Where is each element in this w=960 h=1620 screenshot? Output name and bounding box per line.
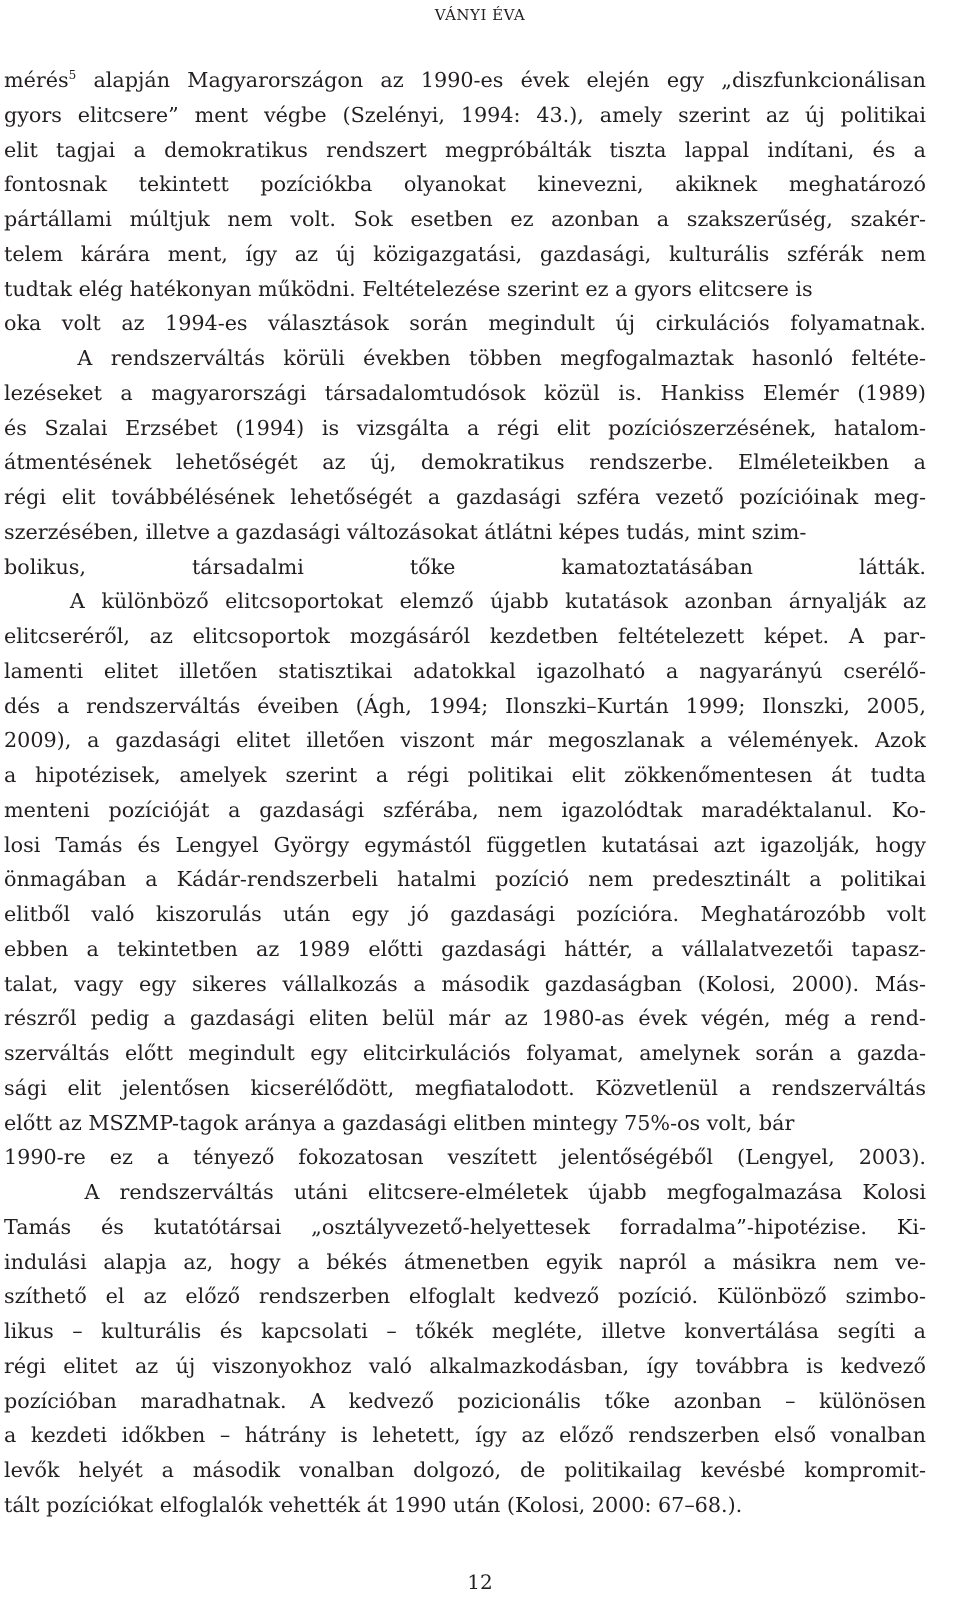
text-line: pártállami múltjuk nem volt. Sok esetben ez azonban a szakszerűség, szakér- — [4, 207, 926, 231]
text-line: és Szalai Erzsébet (1994) is vizsgálta a régi elit pozíciószerzésének, hatalom- — [4, 415, 926, 440]
text-line: a hipotézisek, amelyek szerint a régi politikai elit zökkenőmentesen át tudta — [4, 763, 926, 787]
text-line: telem kárára ment, így az új közigazgatási, gazdasági, kulturális szférák nem — [4, 241, 926, 266]
footnote-reference[interactable]: 5 — [68, 68, 77, 83]
text-line: részről pedig a gazdasági eliten belül már az 1980-as évek végén, még a rend- — [4, 1006, 926, 1031]
body-text — [4, 63, 926, 1523]
text-line: 1990-re ez a tényező fokozatosan veszített jelentőségéből (Lengyel, 2003). — [4, 1145, 926, 1170]
text-line: bolikus, társadalmi tőke kamatoztatásában látták. — [4, 554, 926, 579]
text-line: fontosnak tekintett pozíciókba olyanokat kinevezni, akiknek meghatározó — [4, 172, 926, 197]
text-line: előtt az MSZMP-tagok aránya a gazdasági elitben mintegy 75%-os volt, bár — [4, 1110, 795, 1135]
text-line: levők helyét a második vonalban dolgozó, de politikailag kevésbé kompromit- — [4, 1458, 926, 1482]
text-line: szerzésében, illetve a gazdasági változásokat átlátni képes tudás, mint szim- — [4, 519, 807, 544]
text-line: sági elit jelentősen kicserélődött, megfiatalodott. Közvetlenül a rendszerváltás — [4, 1075, 926, 1100]
text-line: likus – kulturális és kapcsolati – tőkék megléte, illetve konvertálása segíti a — [4, 1319, 926, 1343]
text-line: szerváltás előtt megindult egy elitcirkulációs folyamat, amelynek során a gazda- — [4, 1041, 926, 1065]
text-line: losi Tamás és Lengyel György egymástól független kutatásai azt igazolják, hogy — [4, 832, 926, 857]
running-header: VÁNYI ÉVA — [434, 6, 526, 24]
text-fragment: alapján Magyarországon az 1990-es évek elején egy „diszfunkcionálisan — [76, 68, 926, 92]
page-number: 12 — [467, 1570, 493, 1594]
text-line: Tamás és kutatótársai „osztályvezető-helyettesek forradalma”-hipotézise. Ki- — [4, 1214, 926, 1239]
text-line: elitcseréről, az elitcsoportok mozgásáról kezdetben feltételezett képet. A par- — [4, 624, 926, 648]
text-line: A rendszerváltás körüli években többen megfogalmaztak hasonló feltéte- — [4, 346, 926, 370]
paragraph-lines — [4, 98, 926, 1523]
text-line: menteni pozícióját a gazdasági szférába, nem igazolódtak maradéktalanul. Ko- — [4, 797, 926, 822]
text-line: tudtak elég hatékonyan működni. Feltételezése szerint ez a gyors elitcsere is — [4, 276, 813, 301]
text-line: szíthető el az előző rendszerben elfoglalt kedvező pozíció. Különböző szimbo- — [4, 1284, 926, 1309]
text-line: lamenti elitet illetően statisztikai adatokkal igazolható a nagyarányú cserélő- — [4, 658, 926, 683]
text-line: a kezdeti időkben – hátrány is lehetett, így az előző rendszerben első vonalban — [4, 1423, 926, 1448]
text-line: indulási alapja az, hogy a békés átmenetben egyik napról a másikra nem ve- — [4, 1249, 926, 1274]
text-line: oka volt az 1994-es választások során megindult új cirkulációs folyamatnak. — [4, 311, 926, 336]
text-line: A különböző elitcsoportokat elemző újabb kutatások azonban árnyalják az — [4, 589, 926, 614]
text-line: talat, vagy egy sikeres vállalkozás a második gazdaságban (Kolosi, 2000). Más- — [4, 971, 926, 996]
text-line: tált pozíciókat elfoglalók vehették át 1990 után (Kolosi, 2000: 67–68.). — [4, 1492, 743, 1517]
text-line — [4, 63, 926, 98]
text-line: ebben a tekintetben az 1989 előtti gazdasági háttér, a vállalatvezetői tapasz- — [4, 936, 926, 961]
text-line: elitből való kiszorulás után egy jó gazdasági pozícióra. Meghatározóbb volt — [4, 902, 926, 926]
text-line: A rendszerváltás utáni elitcsere-elméletek újabb megfogalmazása Kolosi — [4, 1180, 926, 1204]
text-line: régi elitet az új viszonyokhoz való alkalmazkodásban, így továbbra is kedvező — [4, 1353, 926, 1378]
text-line: dés a rendszerváltás éveiben (Ágh, 1994; Ilonszki–Kurtán 1999; Ilonszki, 2005, — [4, 693, 926, 718]
text-line: 2009), a gazdasági elitet illetően viszont már megoszlanak a vélemények. Azok — [4, 728, 926, 753]
text-line: gyors elitcsere” ment végbe (Szelényi, 1994: 43.), amely szerint az új politikai — [4, 102, 926, 127]
text-line: régi elit továbbélésének lehetőségét a gazdasági szféra vezető pozícióinak meg- — [4, 485, 926, 509]
text-fragment: mérés — [4, 68, 69, 92]
text-line: átmentésének lehetőségét az új, demokratikus rendszerbe. Elméleteikben a — [4, 450, 926, 475]
text-line: lezéseket a magyarországi társadalomtudósok közül is. Hankiss Elemér (1989) — [4, 380, 926, 405]
text-line: önmagában a Kádár-rendszerbeli hatalmi pozíció nem predesztinált a politikai — [4, 867, 926, 892]
text-line: pozícióban maradhatnak. A kedvező pozicionális tőke azonban – különösen — [4, 1388, 926, 1413]
text-line: elit tagjai a demokratikus rendszert megpróbálták tiszta lappal indítani, és a — [4, 137, 926, 162]
